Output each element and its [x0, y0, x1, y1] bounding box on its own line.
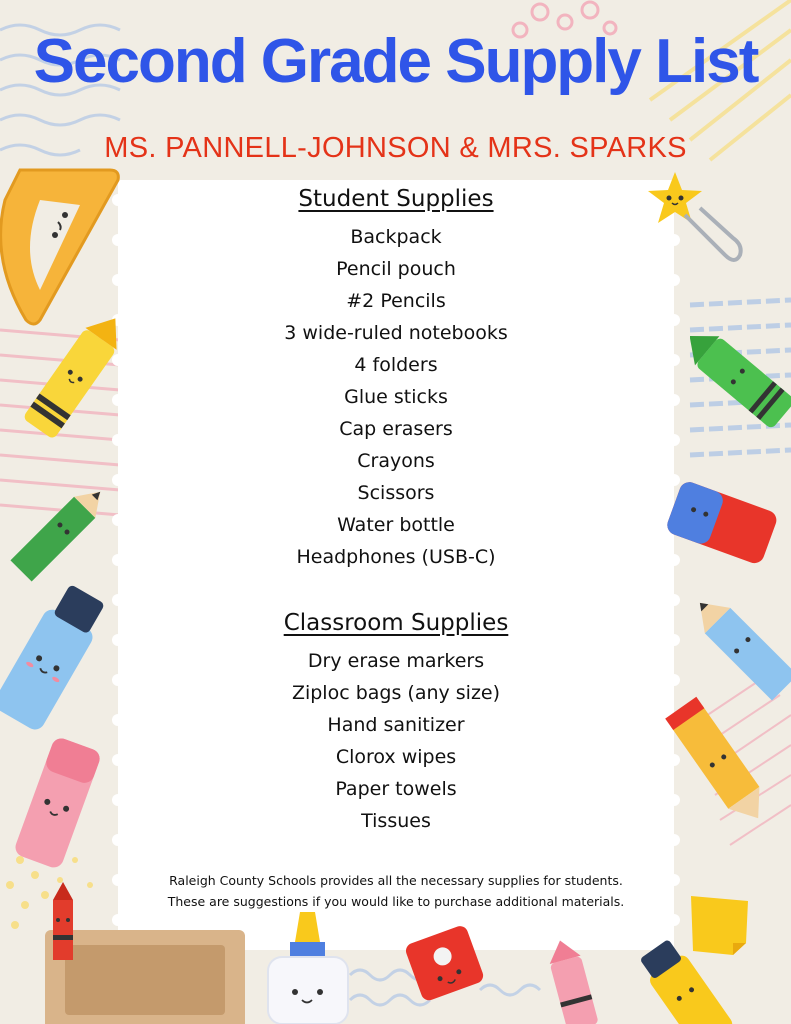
list-item: Backpack [350, 226, 442, 248]
page-title: Second Grade Supply List [33, 27, 758, 96]
pencil-icon [665, 695, 775, 830]
crayon-icon [540, 938, 610, 1024]
list-item: 3 wide-ruled notebooks [284, 322, 508, 344]
paperclip-icon [675, 200, 745, 270]
footnote-line-1: Raleigh County Schools provides all the necessary supplies for students. [169, 873, 623, 888]
crayon-box-icon [35, 880, 255, 1024]
list-item: Glue sticks [344, 386, 448, 408]
student-supplies-heading: Student Supplies [298, 186, 494, 212]
list-item: 4 folders [354, 354, 438, 376]
list-item: Hand sanitizer [327, 714, 465, 736]
list-item: Cap erasers [339, 418, 453, 440]
classroom-supplies-heading: Classroom Supplies [283, 610, 509, 636]
list-item: Scissors [357, 482, 435, 504]
protractor-icon [0, 160, 125, 330]
list-item: Paper towels [335, 778, 457, 800]
marker-icon [5, 730, 105, 890]
pencil-icon [5, 485, 105, 590]
glue-bottle-icon [260, 912, 355, 1024]
footnote-line-2: These are suggestions if you would like to purchase additional materials. [167, 894, 625, 909]
list-item: Tissues [361, 810, 431, 832]
sharpener-icon [400, 918, 490, 1008]
list-item: Crayons [357, 450, 435, 472]
teacher-names: MS. PANNELL-JOHNSON & MRS. SPARKS [104, 132, 687, 164]
list-item: Water bottle [337, 514, 455, 536]
list-item: Clorox wipes [335, 746, 457, 768]
student-supplies-list [118, 221, 674, 573]
list-item: Headphones (USB-C) [296, 546, 496, 568]
highlighter-icon [0, 585, 105, 735]
eraser-icon [665, 475, 777, 575]
pencil-icon [695, 590, 791, 702]
supply-list-card [118, 180, 674, 950]
list-item: Dry erase markers [307, 650, 485, 672]
classroom-supplies-list [118, 645, 674, 837]
sticky-note-icon [688, 893, 754, 961]
list-item: Pencil pouch [336, 258, 456, 280]
list-item: Ziploc bags (any size) [291, 682, 501, 704]
list-item: #2 Pencils [346, 290, 446, 312]
crayon-icon [690, 320, 791, 435]
crayon-icon [15, 315, 130, 450]
